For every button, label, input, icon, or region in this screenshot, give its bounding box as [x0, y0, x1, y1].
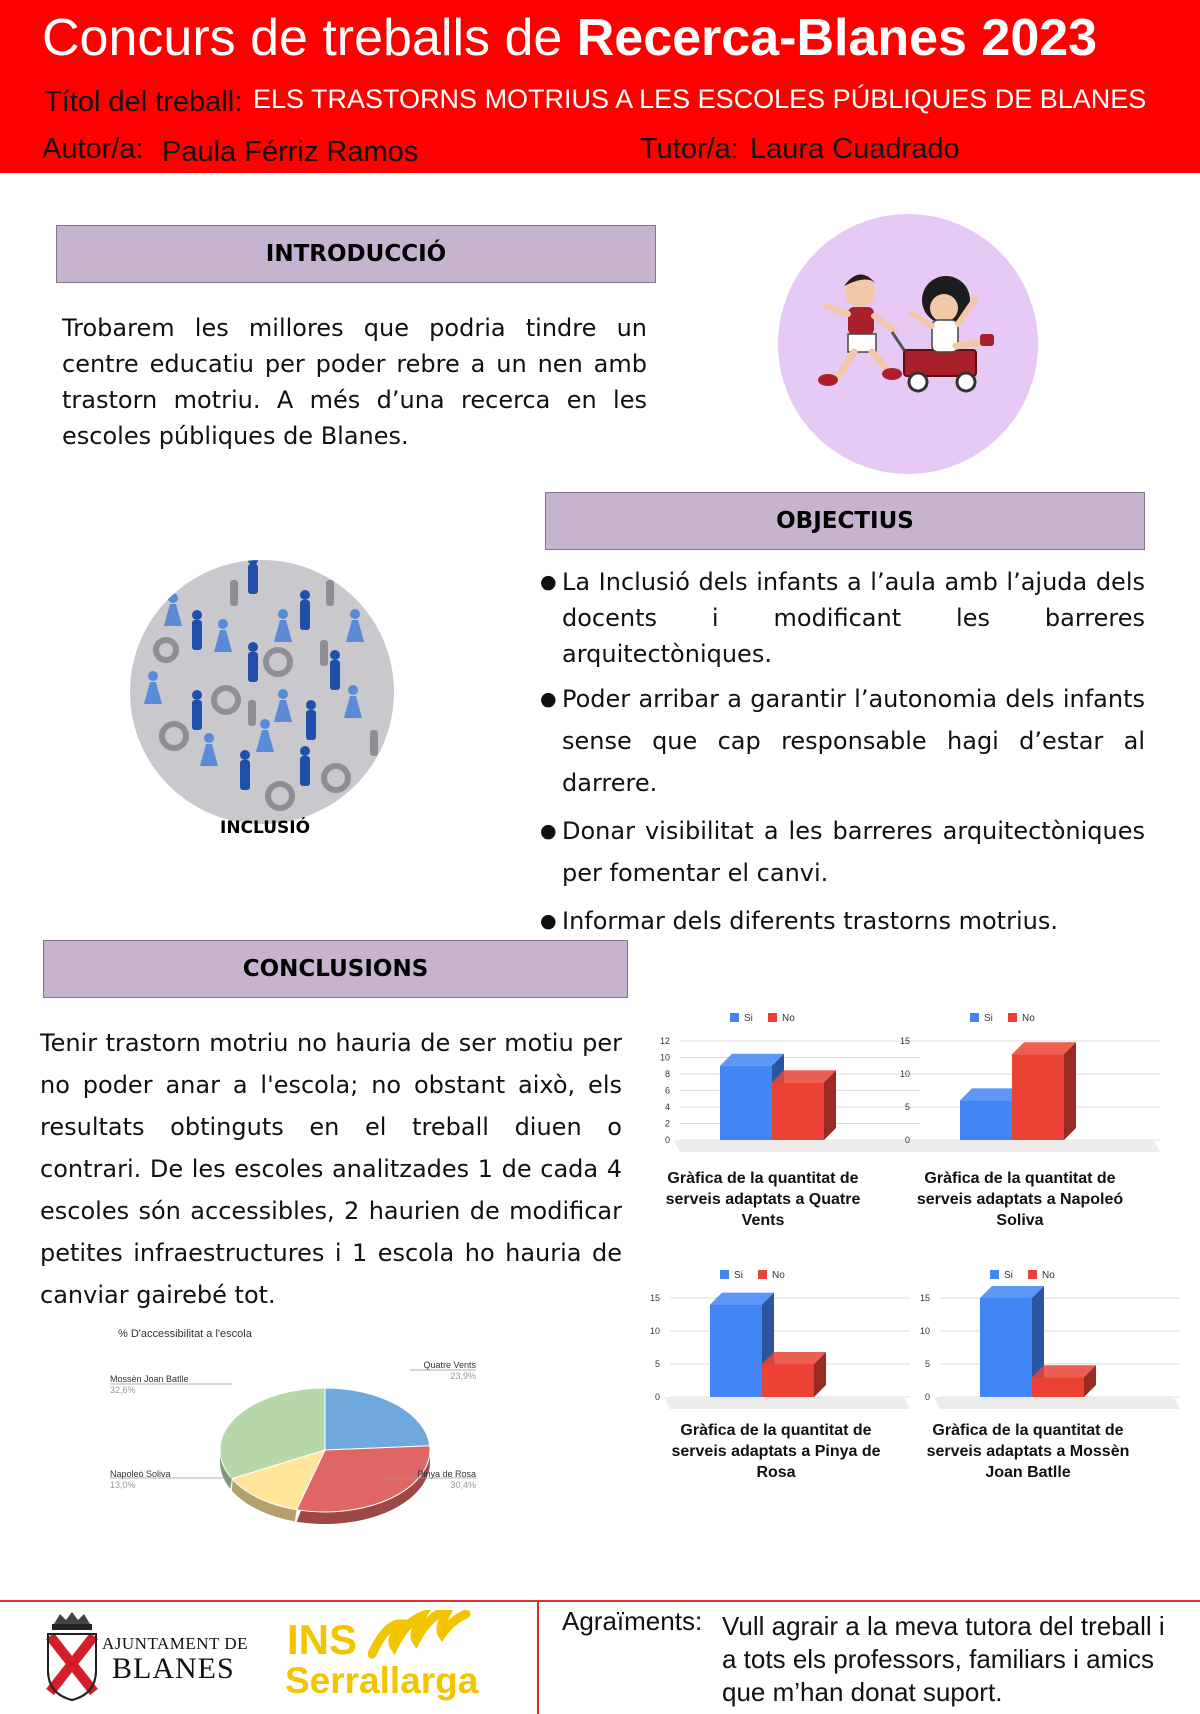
blanes-coat-of-arms-icon — [44, 1612, 100, 1702]
people-icons-icon — [130, 560, 394, 824]
children-wagon-icon — [778, 214, 1038, 474]
bar-si — [980, 1298, 1032, 1397]
y-tick-label: 5 — [904, 1102, 910, 1112]
inclusion-label: INCLUSIÓ — [220, 818, 311, 838]
y-tick-label: 0 — [924, 1392, 930, 1402]
bar-no — [762, 1364, 814, 1397]
pie-label-name: Mossèn Joan Batlle — [110, 1374, 189, 1384]
y-tick-label: 4 — [664, 1102, 670, 1112]
chart-floor — [934, 1397, 1180, 1409]
bar-no — [1032, 1377, 1084, 1397]
legend-swatch-no — [1008, 1013, 1017, 1022]
bar-si — [720, 1066, 772, 1140]
introduction-text: Trobarem les millores que podria tindre un centre educatiu per poder rebre a un nen amb trastorn motriu. A més d’una recerca en les escoles públiques de Blanes. — [62, 314, 647, 450]
legend-swatch-no — [1028, 1270, 1037, 1279]
legend-swatch-si — [720, 1270, 729, 1279]
pie-label-name: Pinya de Rosa — [417, 1469, 476, 1479]
chart-floor — [674, 1140, 920, 1152]
legend-label: Si — [734, 1270, 743, 1281]
chart-caption-quatre-vents: Gràfica de la quantitat de serveis adaptats a Quatre Vents — [665, 1170, 861, 1229]
legend-label: Si — [744, 1013, 753, 1024]
legend-label: Si — [984, 1013, 993, 1024]
objective-item: ● Donar visibilitat a les barreres arquitectòniques per fomentar el canvi. — [540, 810, 1145, 894]
chart-caption-napoleo-soliva: Gràfica de la quantitat de serveis adaptats a Napoleó Soliva — [916, 1170, 1124, 1229]
y-tick-label: 6 — [664, 1085, 670, 1096]
bar-side-no — [824, 1070, 836, 1140]
people-with-disabilities-illustration — [130, 560, 394, 824]
tutor-name: Laura Cuadrado — [750, 133, 960, 165]
y-tick-label: 2 — [664, 1118, 670, 1129]
legend-label: No — [1022, 1013, 1035, 1024]
legend-label: No — [772, 1270, 785, 1281]
bar-chart-mossen-joan-batlle — [910, 1262, 1190, 1427]
legend-label: No — [782, 1013, 795, 1024]
footer-divider-line — [0, 1600, 1200, 1602]
legend-label: Si — [1004, 1270, 1013, 1281]
poster-title — [42, 8, 1097, 68]
tutor-label: Tutor/a: — [640, 133, 739, 165]
y-tick-label: 10 — [659, 1052, 670, 1063]
legend-swatch-si — [730, 1013, 739, 1022]
y-tick-label: 10 — [649, 1326, 660, 1336]
blanes-logo-line2: BLANES — [112, 1652, 235, 1685]
y-tick-label: 5 — [924, 1359, 930, 1369]
work-title: ELS TRASTORNS MOTRIUS A LES ESCOLES PÚBLIQUES DE BLANES — [253, 84, 1147, 114]
objectives-heading: OBJECTIUS — [545, 492, 1145, 550]
pie-label-value: 32,6% — [110, 1385, 136, 1395]
bar-chart-pinya-de-rosa — [640, 1262, 920, 1427]
legend-swatch-no — [768, 1013, 777, 1022]
pie-label-value: 30,4% — [450, 1480, 476, 1490]
legend-swatch-si — [990, 1270, 999, 1279]
pie-label-value: 13,0% — [110, 1480, 136, 1490]
work-title-label: Títol del treball: — [44, 86, 243, 118]
chart-caption-pinya-de-rosa: Gràfica de la quantitat de serveis adaptats a Pinya de Rosa — [671, 1422, 881, 1481]
pie-chart-title: % D'accessibilitat a l'escola — [118, 1328, 252, 1340]
pie-label-name: Napoleó Soliva — [110, 1469, 171, 1479]
objectives-list — [540, 564, 1145, 948]
chart-floor — [664, 1397, 910, 1409]
bar-chart-napoleo-soliva — [890, 1005, 1170, 1170]
y-tick-label: 15 — [899, 1036, 910, 1046]
acknowledgements-label: Agraïments: — [562, 1606, 703, 1636]
bar-si — [960, 1100, 1012, 1140]
pie-slice — [325, 1388, 430, 1450]
acknowledgements-text: Vull agrair a la meva tutora del treball i a tots els professors, familiars i amics que m’han donat suport. — [722, 1611, 1165, 1707]
pie-label-value: 23,9% — [450, 1371, 476, 1381]
legend-swatch-si — [970, 1013, 979, 1022]
children-playing-wagon-illustration — [778, 214, 1038, 474]
y-tick-label: 15 — [649, 1293, 660, 1303]
school-logo-ins: INS — [287, 1616, 358, 1663]
y-tick-label: 0 — [664, 1135, 670, 1145]
conclusions-heading: CONCLUSIONS — [43, 940, 628, 998]
title-bold: Recerca-Blanes 2023 — [576, 9, 1098, 67]
chart-caption-mossen-joan-batlle: Gràfica de la quantitat de serveis adaptats a Mossèn Joan Batlle — [926, 1422, 1130, 1481]
y-tick-label: 0 — [904, 1135, 910, 1145]
bar-no — [1012, 1054, 1064, 1140]
author-name: Paula Férriz Ramos — [162, 136, 419, 168]
bar-side-no — [1064, 1042, 1076, 1140]
conclusions-text: Tenir trastorn motriu no hauria de ser motiu per no poder anar a l'escola; no obstant això, els resultats obtinguts en el treball diuen o contrari. De les escoles analitzades 1 de cada 4 escoles són accessibles, 2 haurien de modificar petites infraestructures i 1 escola ho hauria de canviar gairebé tot. — [40, 1029, 622, 1309]
introduction-heading: INTRODUCCIÓ — [56, 225, 656, 283]
y-tick-label: 0 — [654, 1392, 660, 1402]
objective-item: ● La Inclusió dels infants a l’aula amb l’ajuda dels docents i modificant les barreres arquitectòniques. — [540, 564, 1145, 672]
bar-chart-quatre-vents — [650, 1005, 930, 1170]
bar-si — [710, 1305, 762, 1397]
legend-label: No — [1042, 1270, 1055, 1281]
author-label: Autor/a: — [42, 133, 144, 165]
pie-label-name: Quatre Vents — [423, 1360, 476, 1370]
y-tick-label: 15 — [919, 1293, 930, 1303]
y-tick-label: 12 — [659, 1036, 670, 1046]
y-tick-label: 10 — [899, 1069, 910, 1079]
title-prefix: Concurs de treballs de — [42, 9, 563, 67]
serrallarga-swoosh-icon — [368, 1610, 488, 1660]
legend-swatch-no — [758, 1270, 767, 1279]
y-tick-label: 5 — [654, 1359, 660, 1369]
footer-vertical-divider — [537, 1602, 539, 1714]
pie-chart-accessibility — [110, 1360, 550, 1560]
y-tick-label: 8 — [664, 1069, 670, 1079]
blanes-logo-line1: AJUNTAMENT DE — [102, 1634, 249, 1653]
objective-item: ● Informar dels diferents trastorns motrius. — [540, 900, 1145, 942]
bar-no — [772, 1082, 824, 1140]
objective-item: ● Poder arribar a garantir l’autonomia dels infants sense que cap responsable hagi d’estar al darrere. — [540, 678, 1145, 804]
school-logo-serrallarga: Serrallarga — [285, 1660, 479, 1701]
y-tick-label: 10 — [919, 1326, 930, 1336]
chart-floor — [914, 1140, 1160, 1152]
